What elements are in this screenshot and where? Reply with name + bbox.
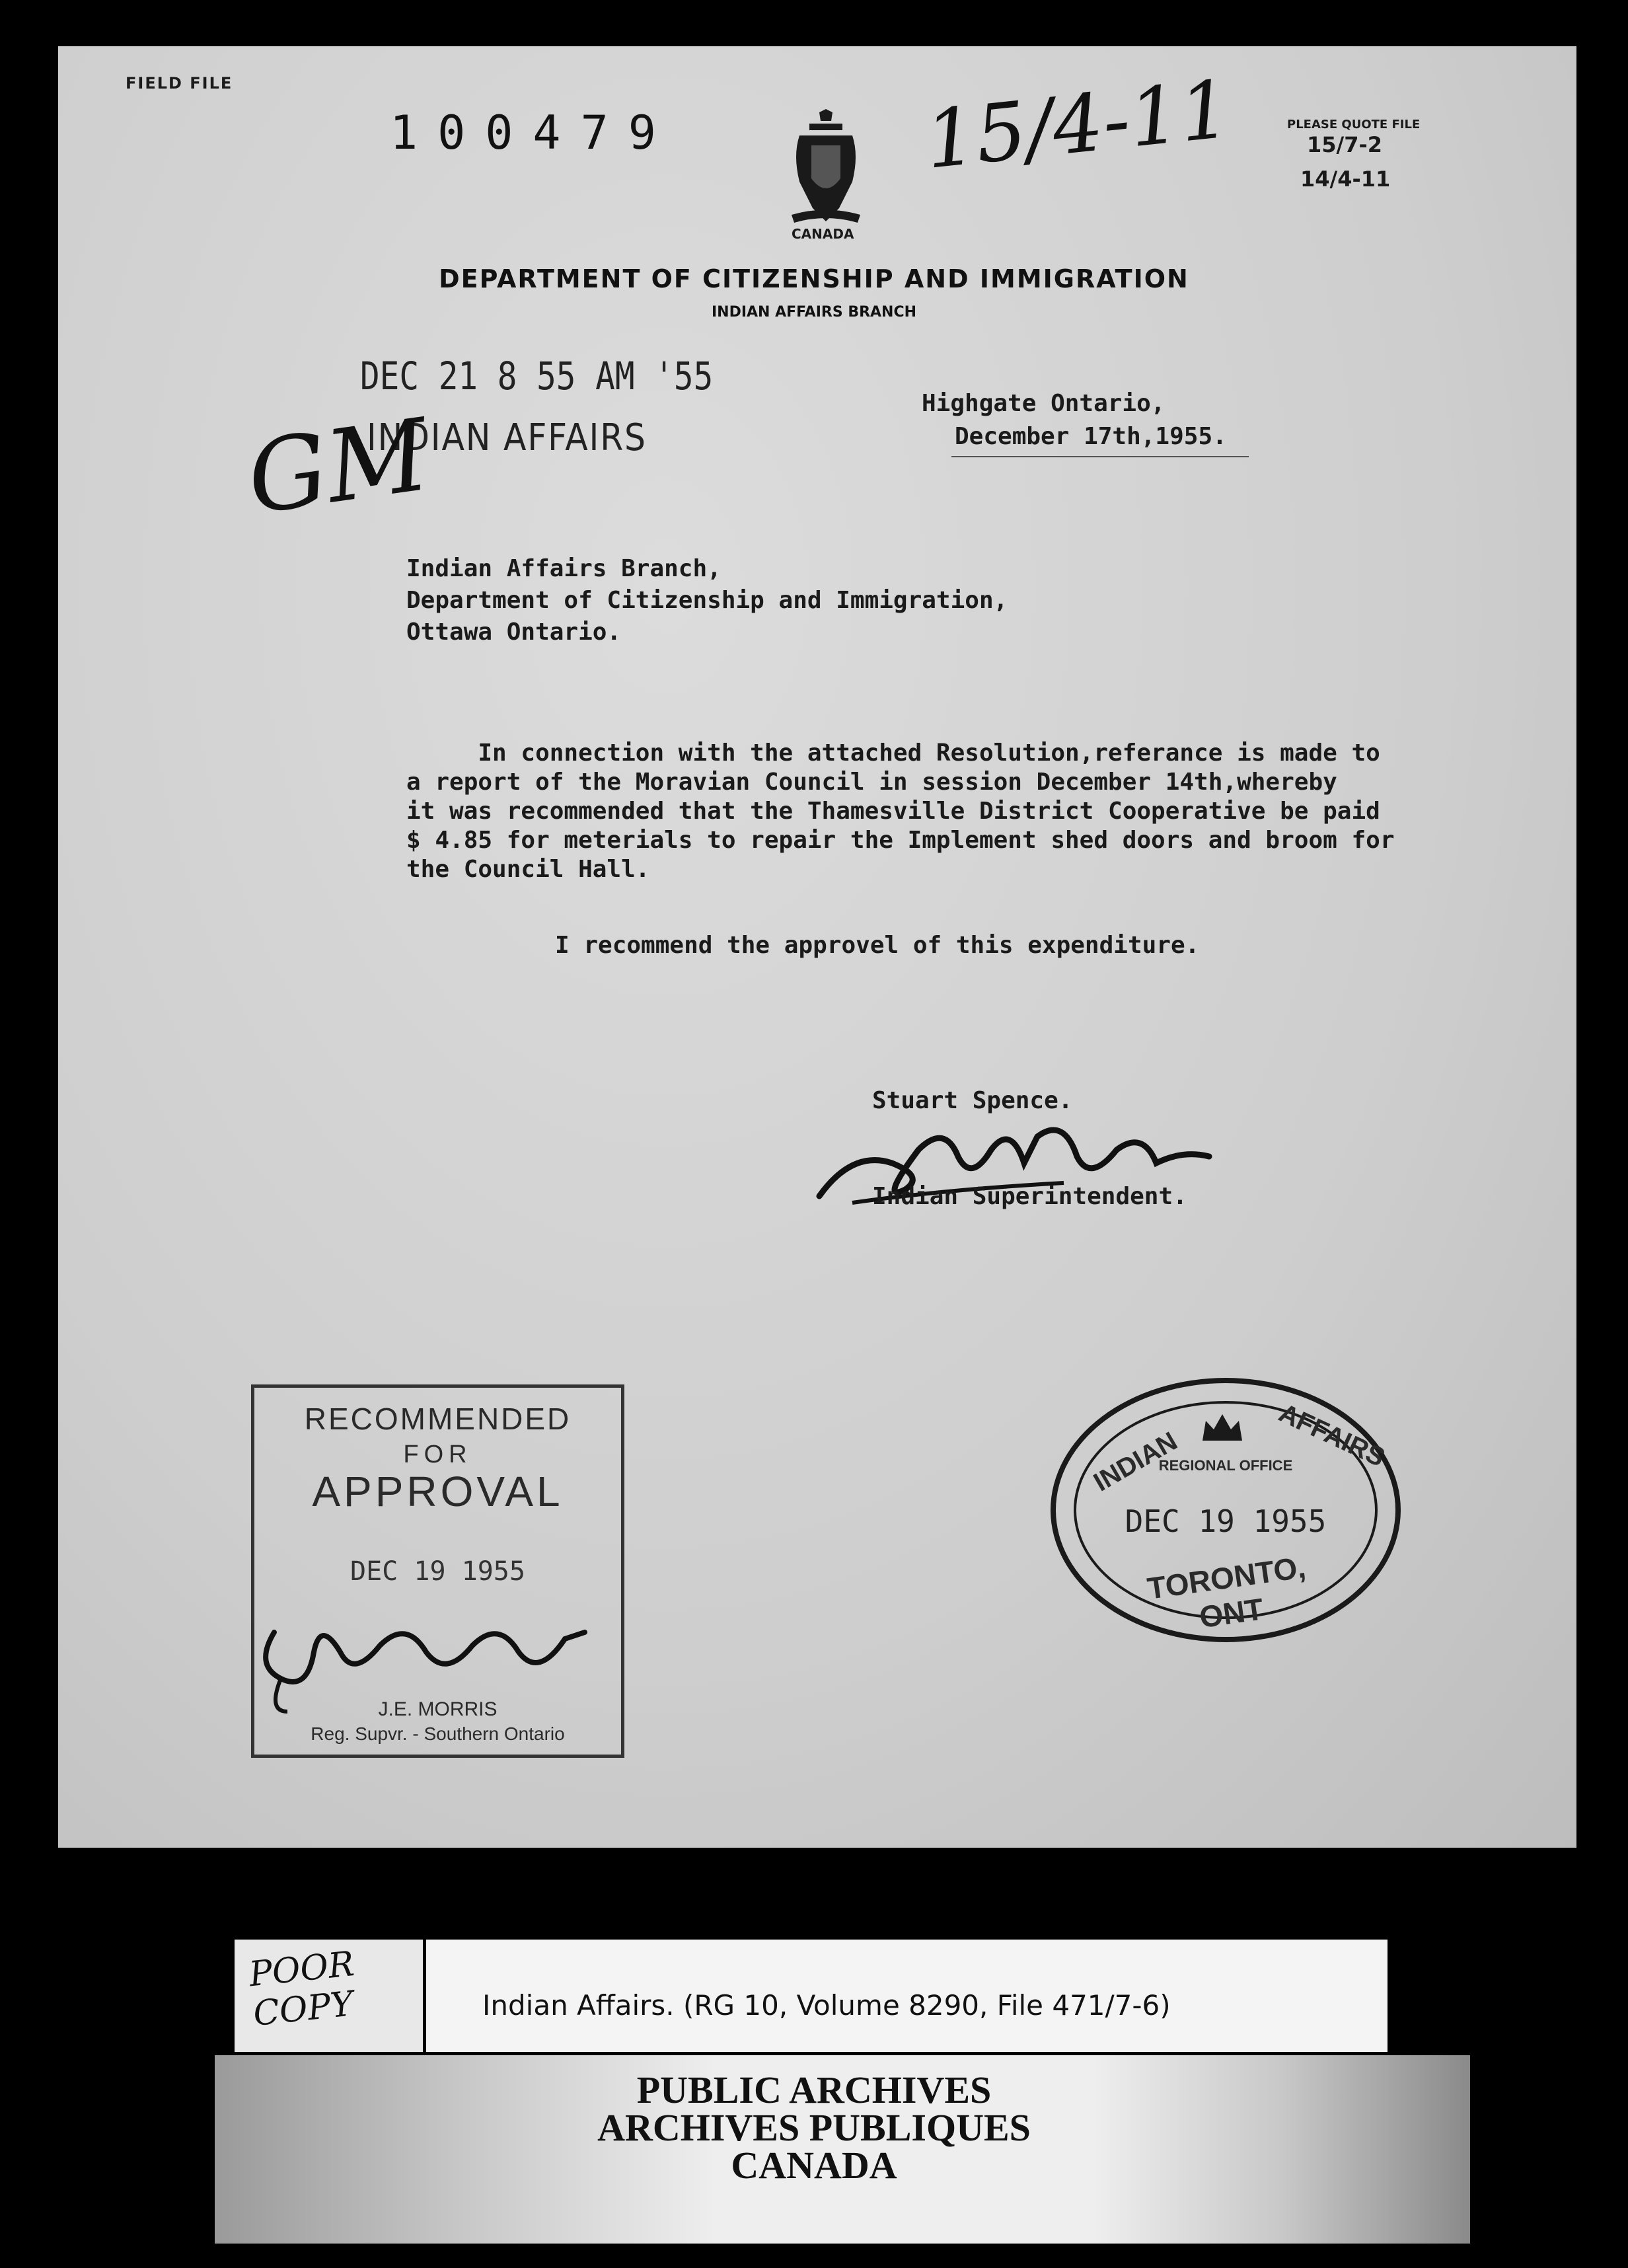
body-line: a report of the Moravian Council in session December 14th,whereby [406, 769, 1337, 796]
signer-name: Stuart Spence. [872, 1087, 1073, 1114]
stamp-date: DEC 19 1955 [350, 1556, 525, 1587]
regional-stamp-date: DEC 19 1955 [1125, 1503, 1327, 1539]
file-label: FIELD FILE [126, 74, 233, 93]
date-underline [951, 456, 1249, 457]
address-line: Indian Affairs Branch, [406, 555, 722, 582]
poor-copy-label: POOR COPY [247, 1944, 356, 2035]
body-line: $ 4.85 for meterials to repair the Implement shed doors and broom for [406, 827, 1395, 854]
crest-label: CANADA [792, 226, 854, 242]
archive-reference: Indian Affairs. (RG 10, Volume 8290, File 471/7-6) [482, 1989, 1171, 2022]
address-line: Ottawa Ontario. [406, 619, 622, 646]
letter-date: December 17th,1955. [955, 423, 1227, 450]
crown-icon [1199, 1411, 1245, 1444]
stamp-line-approval: APPROVAL [312, 1468, 564, 1515]
regional-stamp-office: REGIONAL OFFICE [1158, 1457, 1293, 1474]
letter-closing: I recommend the approvel of this expenditure. [555, 932, 1200, 959]
stamp-line-recommended: RECOMMENDED [304, 1402, 572, 1436]
canada-coat-of-arms-icon [786, 109, 866, 225]
body-line: it was recommended that the Thamesville District Cooperative be paid [406, 798, 1380, 825]
quote-file-number-1: 15/7-2 [1307, 132, 1383, 157]
regional-stamp-city: TORONTO, ONT [1145, 1549, 1308, 1635]
approver-name: J.E. MORRIS [378, 1698, 498, 1720]
handwritten-initials: GM [240, 397, 436, 537]
archive-line-french: ARCHIVES PUBLIQUES [597, 2106, 1031, 2149]
regional-stamp-indian: INDIAN [1088, 1426, 1183, 1497]
recommended-approval-stamp [251, 1384, 624, 1758]
regional-stamp-affairs: AFFAIRS [1274, 1398, 1389, 1473]
approver-title: Reg. Supvr. - Southern Ontario [311, 1723, 565, 1744]
received-office-stamp: INDIAN AFFAIRS [367, 416, 647, 459]
address-line: Department of Citizenship and Immigration, [406, 587, 1008, 614]
body-line: In connection with the attached Resolution,referance is made to [406, 739, 1380, 767]
received-date-stamp: DEC 21 8 55 AM '55 [360, 354, 714, 398]
department-heading: DEPARTMENT OF CITIZENSHIP AND IMMIGRATION [439, 264, 1189, 293]
archive-line-english: PUBLIC ARCHIVES [636, 2068, 992, 2111]
quote-file-number-2: 14/4-11 [1300, 167, 1391, 192]
handwritten-file-number: 15/4-11 [921, 63, 1235, 187]
branch-heading: INDIAN AFFAIRS BRANCH [711, 304, 917, 321]
stamp-line-for: FOR [403, 1441, 472, 1468]
signer-title: Indian Superintendent. [872, 1183, 1187, 1210]
body-line: the Council Hall. [406, 856, 650, 883]
archive-line-country: CANADA [731, 2144, 897, 2187]
quote-file-label: PLEASE QUOTE FILE [1287, 118, 1421, 132]
file-number: 100479 [390, 106, 676, 160]
letter-place: Highgate Ontario, [922, 390, 1166, 417]
